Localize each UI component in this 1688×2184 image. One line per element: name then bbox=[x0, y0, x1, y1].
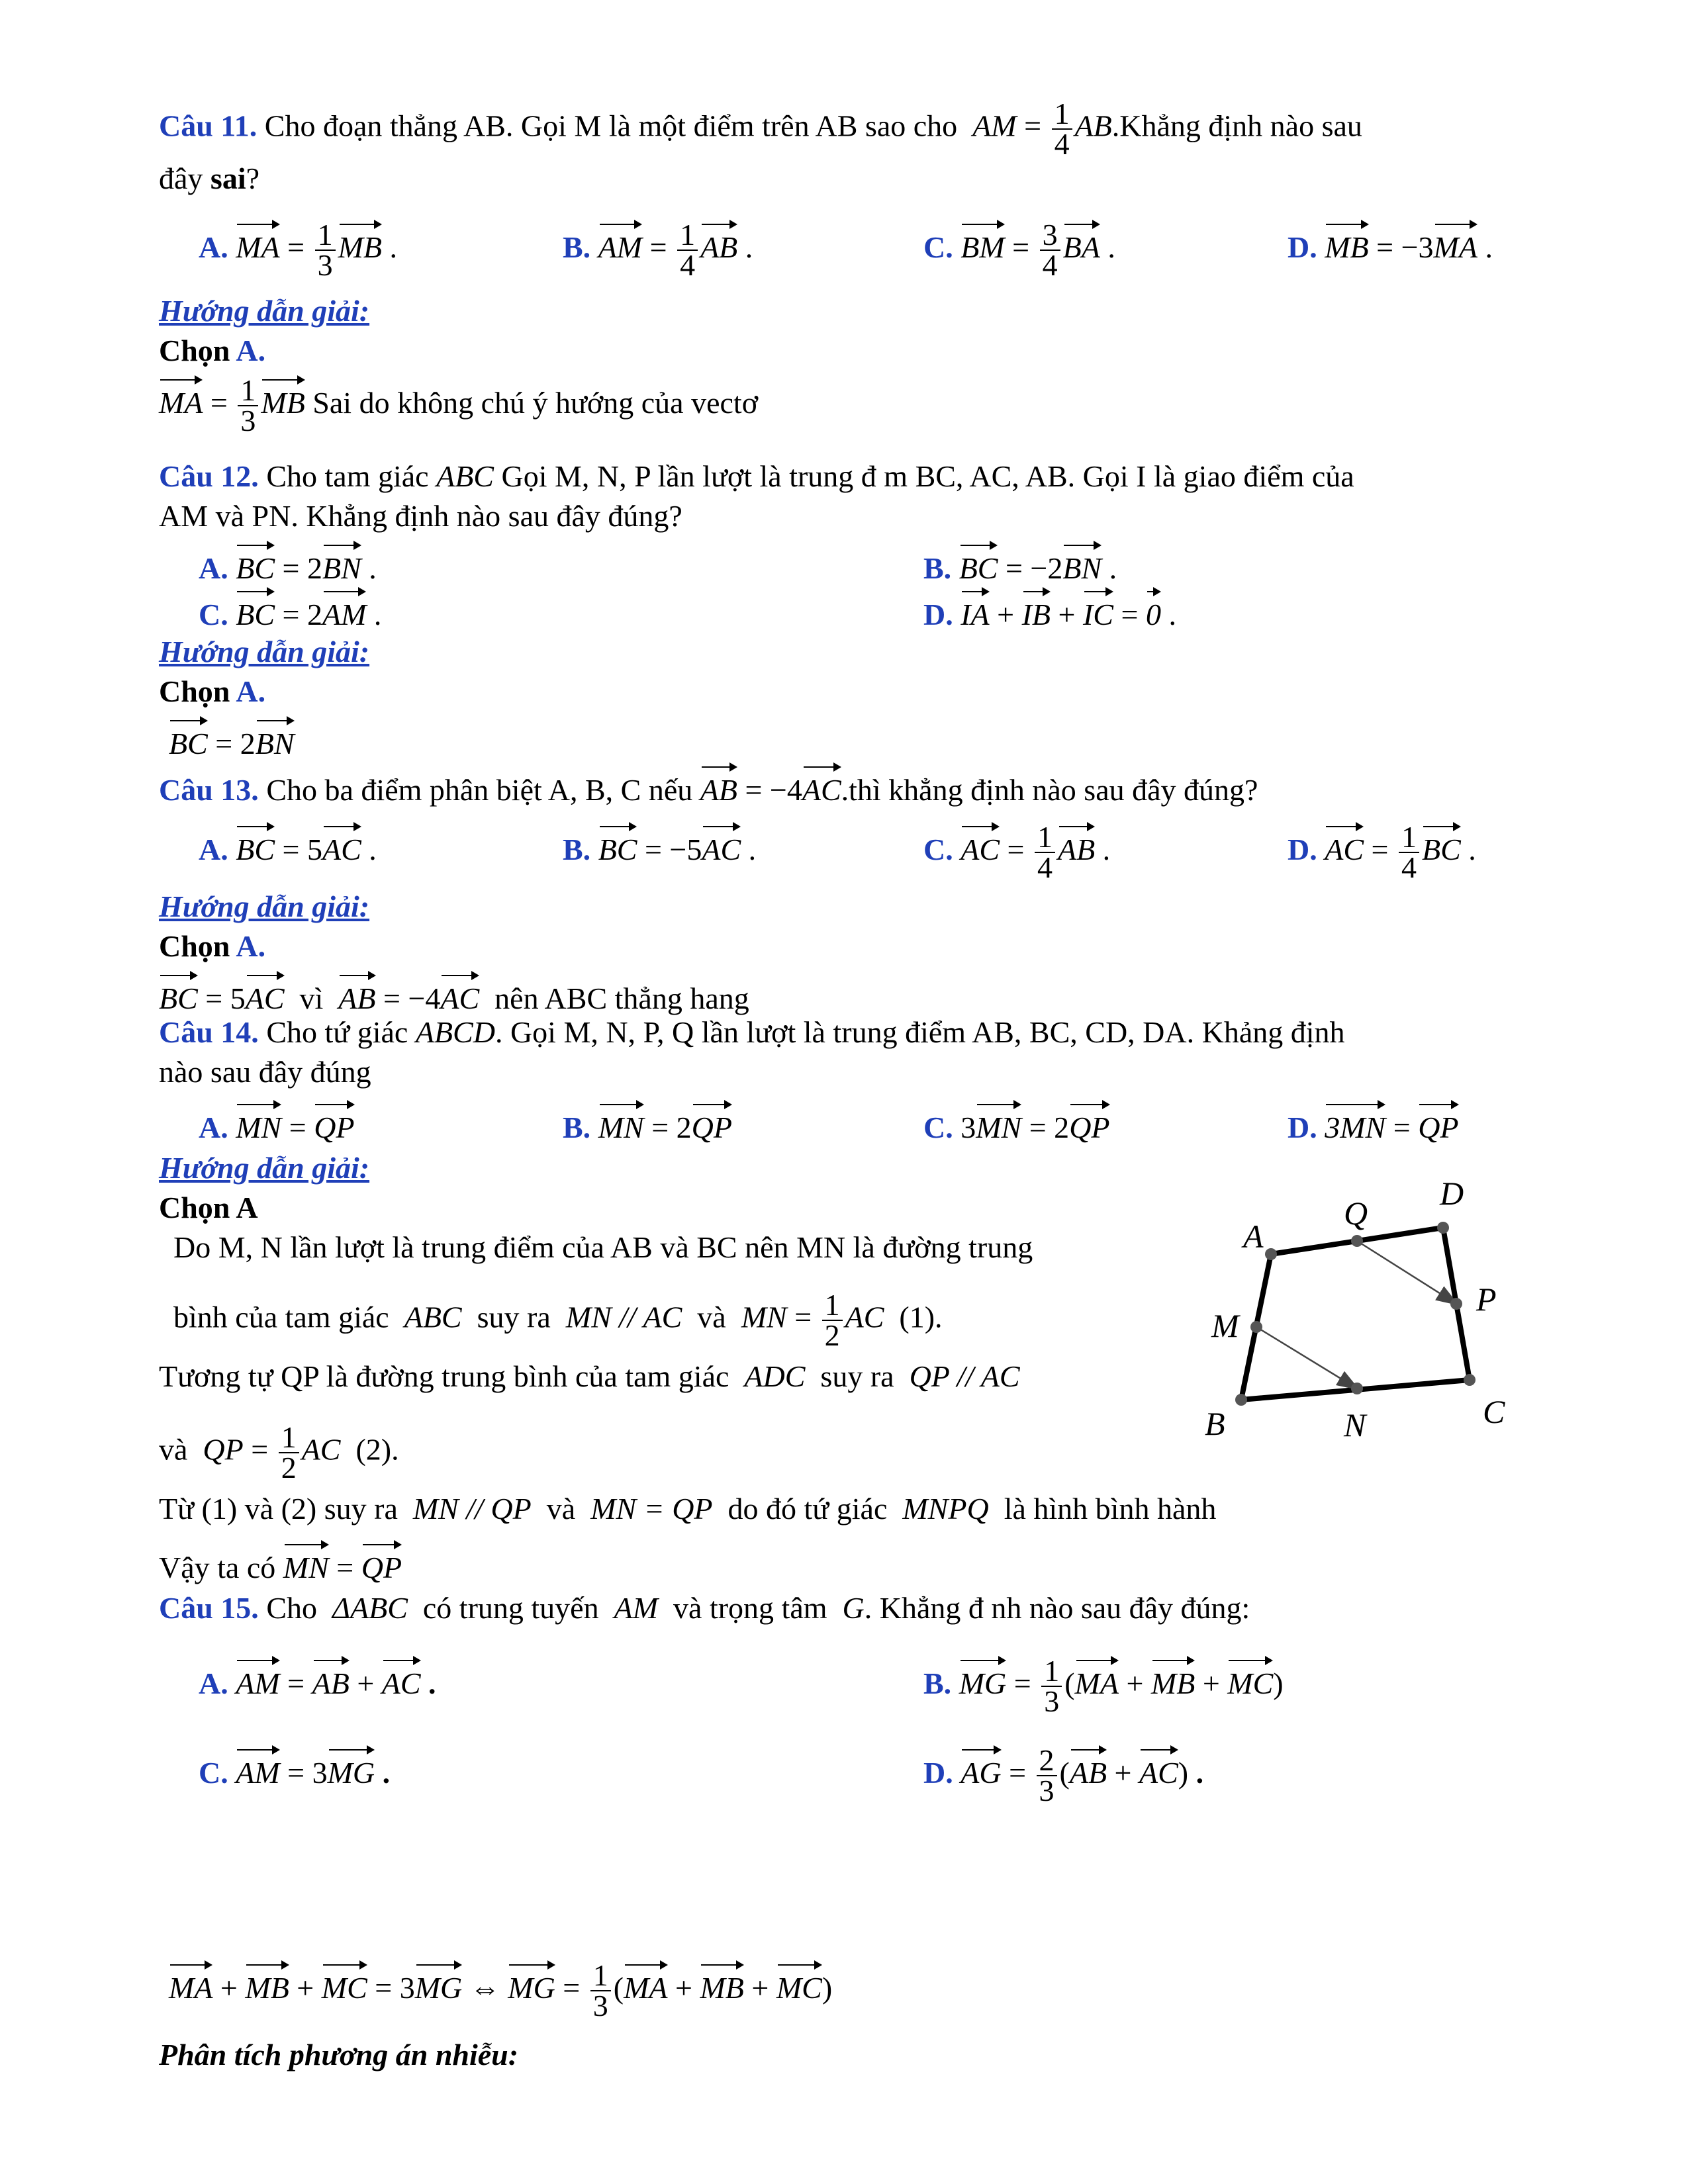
q12-chon-letter: A. bbox=[236, 674, 266, 708]
label-m: M bbox=[1211, 1307, 1239, 1344]
vector-qp bbox=[1357, 1241, 1456, 1304]
q14-sol4: và QP = $\frac{1}{2}$ AC (2). bbox=[159, 1420, 399, 1484]
point-q bbox=[1351, 1235, 1363, 1247]
q14-opt-a: A. bbox=[199, 1111, 228, 1144]
q13-line1: Câu 13. Cho ba điểm phân biệt A, B, C nếu AB = −4AC.thì khẳng định nào sau đây đúng? bbox=[159, 761, 1258, 810]
q14-label: Câu 14. bbox=[159, 1015, 259, 1049]
q13-label: Câu 13. bbox=[159, 773, 259, 807]
q14-text: Cho tứ giác bbox=[266, 1015, 408, 1049]
q15-opt-d-line: D. AG = $\frac{2}{3}$ (AB + AC) . bbox=[923, 1743, 1204, 1808]
point-m bbox=[1250, 1321, 1262, 1333]
q14-guide: Hướng dẫn giải: bbox=[159, 1151, 370, 1185]
q11-chon-letter: A. bbox=[236, 334, 266, 367]
q13-text: Cho ba điểm phân biệt A, B, C nếu bbox=[266, 773, 693, 807]
q15-opt-a-line: A. AM = AB + AC . bbox=[199, 1655, 436, 1704]
q15-text4: . Khẳng đ nh nào sau đây đúng: bbox=[864, 1591, 1250, 1625]
q12-opt-c: C. bbox=[199, 598, 228, 631]
q15-text3: và trọng tâm bbox=[673, 1591, 827, 1625]
point-c bbox=[1464, 1374, 1476, 1386]
q11-opt-a: A. bbox=[199, 230, 228, 264]
q12-guide: Hướng dẫn giải: bbox=[159, 635, 370, 668]
q14-text2: . Gọi M, N, P, Q lần lượt là trung điểm AB, BC, CD, DA. Khảng định bbox=[494, 1015, 1345, 1049]
q13-chon bbox=[159, 927, 265, 966]
q13-text2: .thì khẳng định nào sau đây đúng? bbox=[841, 773, 1258, 807]
point-b bbox=[1235, 1394, 1247, 1406]
label-q: Q bbox=[1344, 1195, 1368, 1232]
q13-opt-a-line: A. BC = 5AC . bbox=[199, 821, 377, 870]
q13-opt-c-line: C. AC = $\frac{1}{4}$ AB . bbox=[923, 820, 1111, 885]
q12-opt-a: A. bbox=[199, 551, 228, 585]
q13-opt-b: B. bbox=[563, 833, 591, 866]
q12-opt-a-line: A. BC = 2BN . bbox=[199, 539, 377, 588]
label-n: N bbox=[1344, 1406, 1366, 1443]
q13-opt-d: D. bbox=[1288, 833, 1317, 866]
q14-sol4b: (2). bbox=[355, 1432, 399, 1467]
q14-sol5: Từ (1) và (2) suy ra MN // QP và MN = QP do đó tứ giác MNPQ là hình bình hành bbox=[159, 1492, 1217, 1525]
q11-text2: .Khẳng định nào sau bbox=[1111, 109, 1362, 143]
label-d: D bbox=[1440, 1178, 1464, 1212]
q14-sol6: Vậy ta có MN = QP bbox=[159, 1539, 402, 1588]
q12-opt-b-line: B. BC = −2BN . bbox=[923, 539, 1117, 588]
q11-line2c: ? bbox=[246, 161, 260, 195]
q14-sol2a: bình của tam giác bbox=[173, 1300, 389, 1334]
q11-opt-b-line: B. AM = $\frac{1}{4}$ AB . bbox=[563, 218, 753, 283]
q14-sol2d: (1). bbox=[899, 1300, 943, 1334]
q14-sol5a: Từ (1) và (2) suy ra bbox=[159, 1492, 398, 1525]
q14-sol4a: và bbox=[159, 1432, 188, 1467]
q14-opt-d-line: D. 3MN = QP bbox=[1288, 1099, 1459, 1148]
q14-chon: Chọn A bbox=[159, 1191, 258, 1224]
point-a bbox=[1265, 1248, 1277, 1260]
q13-explain2: nên ABC thẳng hang bbox=[494, 981, 749, 1015]
q14-line1: Câu 14. Cho tứ giác ABCD. Gọi M, N, P, Q lần lượt là trung điểm AB, BC, CD, DA. Khảng định bbox=[159, 1015, 1345, 1049]
q13-guide: Hướng dẫn giải: bbox=[159, 889, 370, 923]
q13-opt-b-line: B. BC = −5AC . bbox=[563, 821, 756, 870]
q14-sol1: Do M, N lần lượt là trung điểm của AB và BC nên MN là đường trung bbox=[173, 1230, 1033, 1264]
point-d bbox=[1437, 1222, 1449, 1234]
q15-opt-c: C. bbox=[199, 1756, 228, 1790]
q14-sol5d: là hình bình hành bbox=[1004, 1492, 1217, 1525]
q14-opt-b: B. bbox=[563, 1111, 591, 1144]
q14-sol2: bình của tam giác ABC suy ra MN // AC và MN = $\frac{1}{2}$ AC (1). bbox=[173, 1288, 943, 1352]
q12-label: Câu 12. bbox=[159, 459, 259, 493]
q15-opt-b-line: B. MG = $\frac{1}{3}$ (MA + MB + MC) bbox=[923, 1654, 1284, 1719]
q13-opt-c: C. bbox=[923, 833, 953, 866]
q11-line2a: đây bbox=[159, 161, 211, 195]
bottom-formula: MA + MB + MC = 3MG ⇔ MG = $\frac{1}{3}$ (MA + MB + MC) bbox=[169, 1958, 833, 2023]
q11-line2 bbox=[159, 159, 259, 199]
q11-text: Cho đoạn thẳng AB. Gọi M là một điểm trên AB sao cho bbox=[264, 109, 958, 143]
q14-sol2c: và bbox=[697, 1300, 726, 1334]
q11-explain-line: MA = $\frac{1}{3}$ MB Sai do không chú ý hướng của vectơ bbox=[159, 373, 759, 438]
q13-chon-letter: A. bbox=[236, 929, 266, 963]
q15-text: Cho bbox=[266, 1591, 317, 1625]
quadrilateral-figure bbox=[1192, 1178, 1536, 1456]
q11-line2b: sai bbox=[210, 161, 246, 195]
point-p bbox=[1450, 1298, 1462, 1310]
q12-explain-line: BC = 2BN bbox=[169, 715, 295, 764]
q11-line1: Câu 11. Cho đoạn thẳng AB. Gọi M là một điểm trên AB sao cho AM = $\frac{1}{4}$ AB.Khẳng định nào sau bbox=[159, 97, 1362, 161]
q14-opt-d: D. bbox=[1288, 1111, 1317, 1144]
q11-opt-c: C. bbox=[923, 230, 953, 264]
q12-chon-text: Chọn bbox=[159, 674, 236, 708]
q15-line1: Câu 15. Cho ΔABC có trung tuyến AM và trọng tâm G. Khẳng đ nh nào sau đây đúng: bbox=[159, 1591, 1250, 1625]
q14-sol5b: và bbox=[546, 1492, 576, 1525]
q14-line2: nào sau đây đúng bbox=[159, 1055, 371, 1089]
q14-sol3b: suy ra bbox=[820, 1359, 894, 1393]
q11-options: A. MA = $\frac{1}{3}$ MB . bbox=[199, 218, 398, 283]
label-a: A bbox=[1243, 1218, 1264, 1255]
label-c: C bbox=[1483, 1393, 1505, 1430]
q14-opt-c-line: C. 3MN = 2QP bbox=[923, 1099, 1110, 1148]
q11-opt-b: B. bbox=[563, 230, 591, 264]
q12-chon bbox=[159, 672, 265, 711]
q11-explain: Sai do không chú ý hướng của vectơ bbox=[312, 386, 759, 420]
q12-text: Cho tam giác bbox=[266, 459, 429, 493]
q11-opt-d-line: D. MB = −3MA . bbox=[1288, 218, 1493, 267]
q14-sol5c: do đó tứ giác bbox=[727, 1492, 888, 1525]
q14-opt-c: C. bbox=[923, 1111, 953, 1144]
point-n bbox=[1351, 1383, 1363, 1394]
q11-guide: Hướng dẫn giải: bbox=[159, 294, 370, 328]
q12-opt-d-line: D. IA + IB + IC = 0 . bbox=[923, 586, 1176, 635]
q11-opt-c-line: C. BM = $\frac{3}{4}$ BA . bbox=[923, 218, 1115, 283]
label-b: B bbox=[1205, 1405, 1225, 1442]
analysis-heading: Phân tích phương án nhiễu: bbox=[159, 2038, 519, 2071]
q12-text2: Gọi M, N, P lần lượt là trung đ m BC, AC, AB. Gọi I là giao điểm của bbox=[501, 459, 1354, 493]
q15-opt-a: A. bbox=[199, 1666, 228, 1700]
q12-opt-b: B. bbox=[923, 551, 952, 585]
q15-text2: có trung tuyến bbox=[422, 1591, 599, 1625]
q15-label: Câu 15. bbox=[159, 1591, 259, 1625]
q12-opt-c-line: C. BC = 2AM . bbox=[199, 586, 381, 635]
q12-line1: Câu 12. Cho tam giác ABC Gọi M, N, P lần lượt là trung đ m BC, AC, AB. Gọi I là giao điểm của bbox=[159, 459, 1354, 493]
q12-line2: AM và PN. Khẳng định nào sau đây đúng? bbox=[159, 499, 682, 533]
q14-opt-a-line: A. MN = QP bbox=[199, 1099, 355, 1148]
q15-opt-d: D. bbox=[923, 1756, 953, 1790]
q13-chon-text: Chọn bbox=[159, 929, 236, 963]
q12-opt-d: D. bbox=[923, 598, 953, 631]
vector-mn bbox=[1256, 1327, 1357, 1388]
q14-opt-b-line: B. MN = 2QP bbox=[563, 1099, 732, 1148]
q13-explain1: vì bbox=[299, 981, 324, 1015]
q14-sol3: Tương tự QP là đường trung bình của tam giác ADC suy ra QP // AC bbox=[159, 1359, 1020, 1393]
q13-explain-line: BC = 5AC vì AB = −4AC nên ABC thẳng hang bbox=[159, 970, 749, 1019]
q11-chon bbox=[159, 331, 265, 371]
label-p: P bbox=[1476, 1281, 1497, 1318]
q15-opt-b: B. bbox=[923, 1666, 952, 1700]
q13-opt-d-line: D. AC = $\frac{1}{4}$ BC . bbox=[1288, 820, 1476, 885]
q13-opt-a: A. bbox=[199, 833, 228, 866]
q14-sol2b: suy ra bbox=[477, 1300, 551, 1334]
q11-chon-text: Chọn bbox=[159, 334, 236, 367]
q14-sol3a: Tương tự QP là đường trung bình của tam giác bbox=[159, 1359, 729, 1393]
q11-label: Câu 11. bbox=[159, 109, 258, 143]
q11-opt-d: D. bbox=[1288, 230, 1317, 264]
q15-opt-c-line: C. AM = 3MG . bbox=[199, 1744, 390, 1793]
q14-sol6-text: Vậy ta có bbox=[159, 1551, 276, 1584]
